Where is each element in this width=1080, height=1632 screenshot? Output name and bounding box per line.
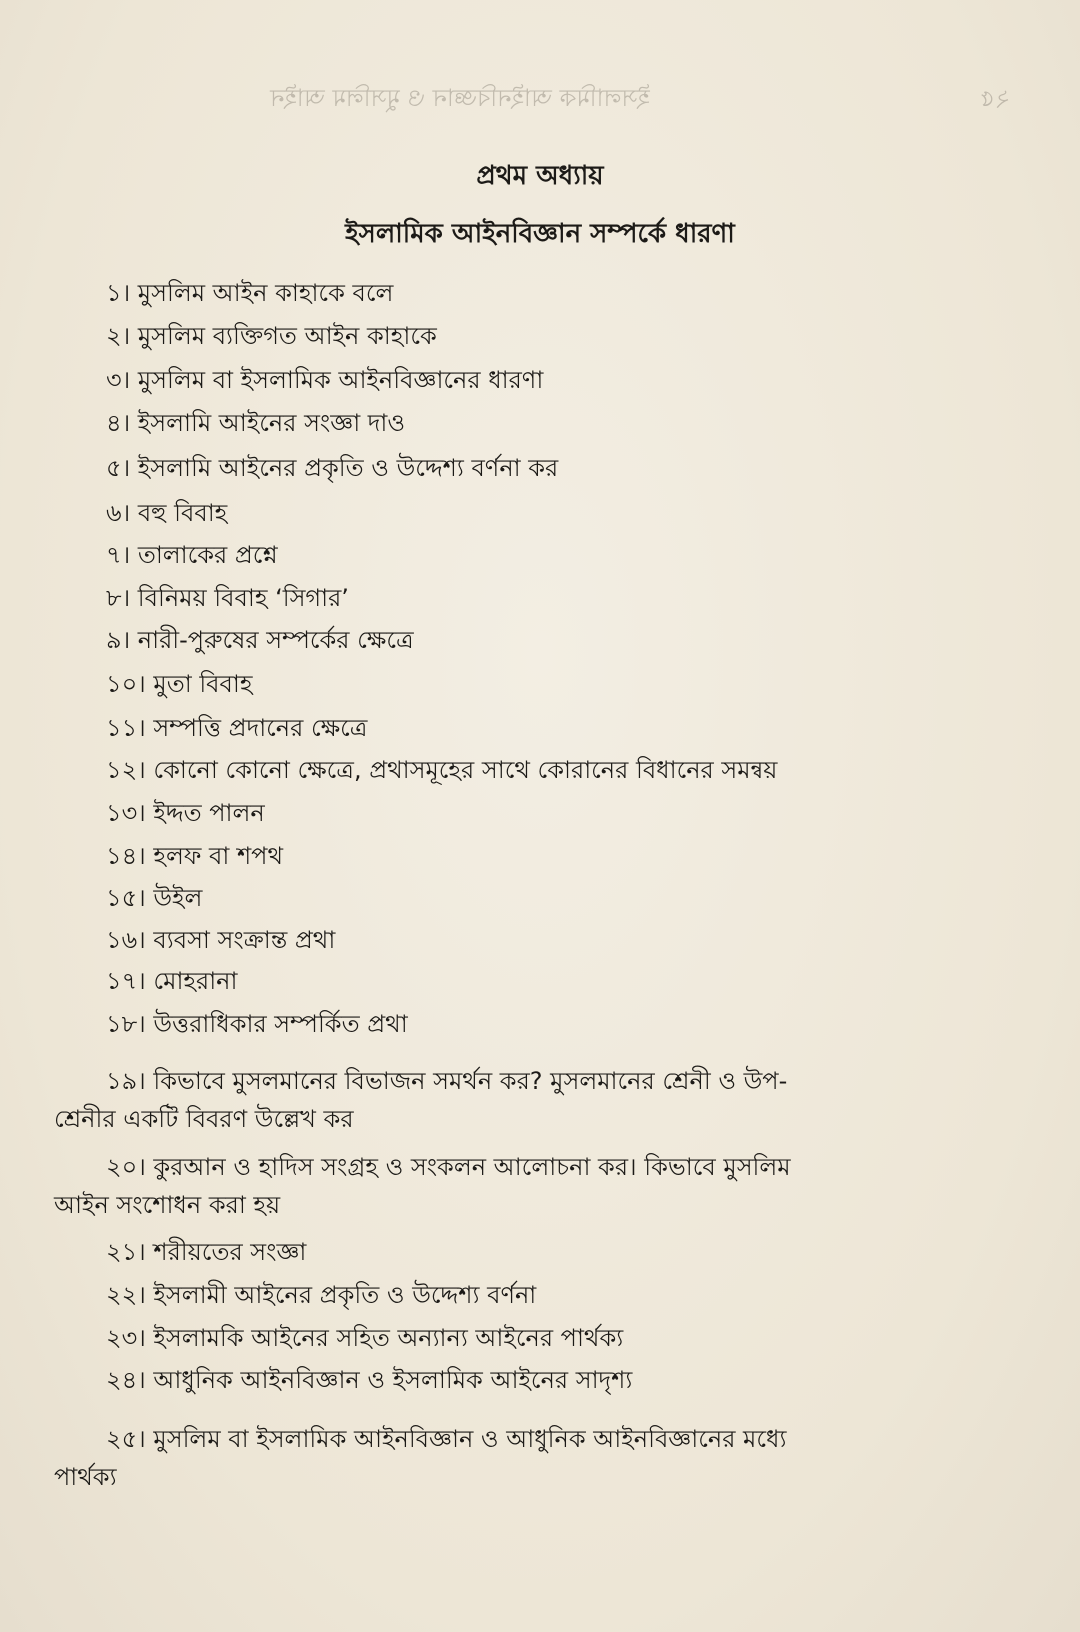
list-item-continuation: পার্থক্য (54, 1463, 117, 1491)
list-item (106, 666, 252, 706)
list-item-text: ১০। মুতা বিবাহ (106, 670, 253, 698)
list-item-text: ২১। শরীয়তের সংজ্ঞা (106, 1238, 307, 1266)
list-item-text: ২২। ইসলামী আইনের প্রকৃতি ও উদ্দেশ্য বর্ণনা (106, 1281, 537, 1309)
list-item (54, 1062, 1021, 1138)
list-item-text: ৫। ইসলামি আইনের প্রকৃতি ও উদ্দেশ্য বর্ণনা কর (106, 454, 559, 482)
list-item (54, 1420, 1021, 1496)
page-number-bleed-through: ২৫ (978, 84, 1010, 112)
list-item-text: ১। মুসলিম আইন কাহাকে বলে (106, 279, 394, 307)
list-item (106, 318, 437, 358)
list-item (106, 752, 777, 792)
list-item-text: ২০। কুরআন ও হাদিস সংগ্রহ ও সংকলন আলোচনা কর। কিভাবে মুসলিম (106, 1153, 791, 1181)
list-item-text: ১৬। ব্যবসা সংক্রান্ত প্রথা (106, 926, 336, 954)
list-item (106, 838, 283, 878)
list-item-text: ২৫। মুসলিম বা ইসলামিক আইনবিজ্ঞান ও আধুনিক আইনবিজ্ঞানের মধ্যে (106, 1425, 787, 1453)
list-item-text: ২। মুসলিম ব্যক্তিগত আইন কাহাকে (106, 322, 437, 350)
list-item-text: ৪। ইসলামি আইনের সংজ্ঞা দাও (106, 409, 406, 437)
list-item-text: ১৮। উত্তরাধিকার সম্পর্কিত প্রথা (106, 1010, 408, 1038)
list-item-text: ১৭। মোহরানা (106, 967, 238, 995)
list-item (106, 495, 227, 535)
list-item-text: ১৪। হলফ বা শপথ (106, 842, 283, 870)
list-item (106, 362, 543, 402)
chapter-subtitle: ইসলামিক আইনবিজ্ঞান সম্পর্কে ধারণা (345, 219, 735, 249)
list-item (106, 450, 558, 490)
list-item-text: ২৪। আধুনিক আইনবিজ্ঞান ও ইসলামিক আইনের সাদৃশ্য (106, 1366, 633, 1394)
list-item-text: ২৩। ইসলামকি আইনের সহিত অন্যান্য আইনের পার্থক্য (106, 1324, 624, 1352)
list-item-text: ১৫। উইল (106, 884, 203, 912)
list-item-continuation: আইন সংশোধন করা হয় (54, 1191, 281, 1219)
running-header-bleed-through: ইসলামিক আইনবিজ্ঞান ও মুসলিম আইন (270, 84, 650, 112)
list-item (106, 622, 414, 662)
list-item-text: ৭। তালাকের প্রশ্নে (106, 541, 278, 569)
list-item (106, 880, 202, 920)
list-item-text: ১৯। কিভাবে মুসলমানের বিভাজন সমর্থন কর? মুসলমানের শ্রেনী ও উপ- (106, 1067, 788, 1095)
list-item (106, 537, 278, 577)
list-item (54, 1148, 1021, 1224)
list-item-continuation: শ্রেনীর একটি বিবরণ উল্লেখ কর (54, 1105, 354, 1133)
list-item (106, 1320, 623, 1360)
list-item-text: ১২। কোনো কোনো ক্ষেত্রে, প্রথাসমূহের সাথে কোরানের বিধানের সমন্বয় (106, 756, 778, 784)
list-item-text: ১৩। ইদ্দত পালন (106, 799, 265, 827)
list-item (106, 580, 349, 620)
list-item (106, 922, 335, 962)
list-item-text: ৯। নারী-পুরুষের সম্পর্কের ক্ষেত্রে (106, 626, 414, 654)
list-item-text: ৮। বিনিময় বিবাহ ‘সিগার’ (106, 584, 349, 612)
list-item (106, 1362, 632, 1402)
list-item-text: ৬। বহু বিবাহ (106, 499, 228, 527)
chapter-title: প্রথম অধ্যায় (476, 161, 604, 191)
list-item (106, 275, 393, 315)
list-item (106, 963, 237, 1003)
list-item (106, 1234, 306, 1274)
list-item-text: ৩। মুসলিম বা ইসলামিক আইনবিজ্ঞানের ধারণা (106, 366, 544, 394)
list-item (106, 795, 265, 835)
list-item (106, 710, 367, 750)
list-item (106, 1006, 408, 1046)
list-item (106, 1277, 536, 1317)
list-item-text: ১১। সম্পত্তি প্রদানের ক্ষেত্রে (106, 714, 368, 742)
list-item (106, 405, 405, 445)
